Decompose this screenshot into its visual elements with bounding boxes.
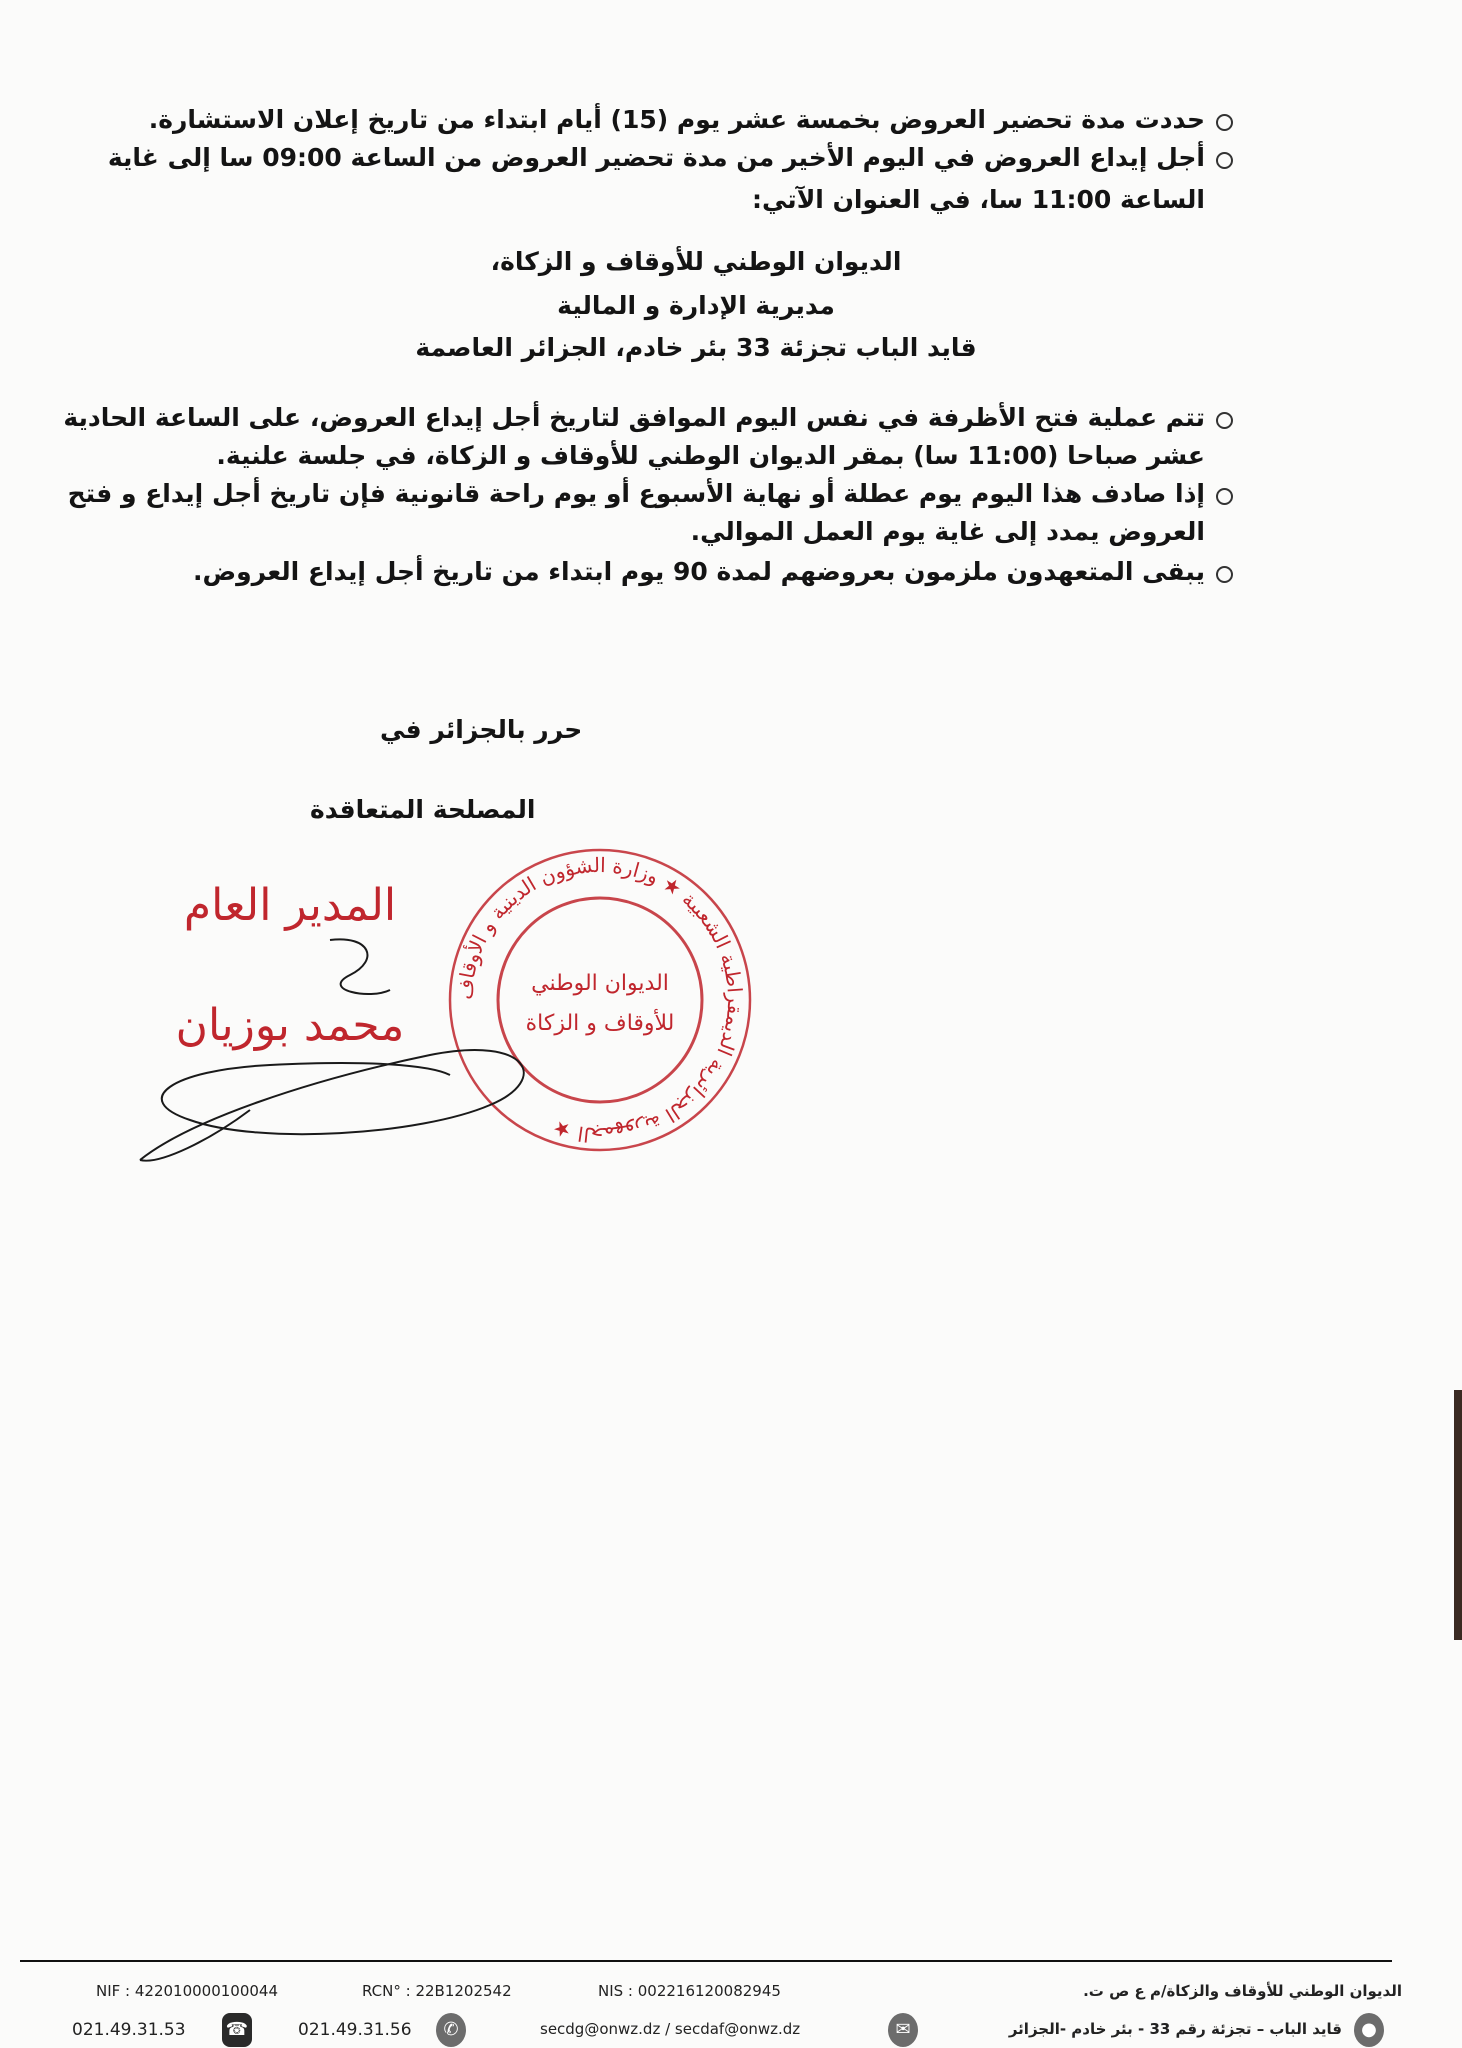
bullet-icon (1216, 114, 1233, 131)
item-1-line-1: حددت مدة تحضير العروض بخمسة عشر يوم (15) أيام ابتداء من تاريخ إعلان الاستشارة. (148, 105, 1205, 134)
footer-nis: NIS : 002216120082945 (598, 1982, 781, 2000)
item-3-line-2: عشر صباحا (11:00 سا) بمقر الديوان الوطني للأوقاف و الزكاة، في جلسة علنية. (216, 441, 1205, 470)
stamp-inner-text-2: للأوقاف و الزكاة (525, 1011, 675, 1036)
footer-nif: NIF : 422010000100044 (96, 1982, 279, 2000)
director-title-stamp: المدير العام (183, 880, 397, 931)
phone-icon: ✆ (436, 2013, 466, 2047)
envelope-icon: ✉ (888, 2013, 918, 2047)
stamp-inner-ring (498, 898, 702, 1102)
bullet-icon (1216, 412, 1233, 429)
address-line-2: مديرية الإدارة و المالية (557, 291, 835, 320)
item-2-line-1: أجل إيداع العروض في اليوم الأخير من مدة تحضير العروض من الساعة 09:00 سا إلى غاية (107, 143, 1205, 172)
director-name-stamp: محمد بوزيان (175, 1000, 405, 1051)
signature-place: حرر بالجزائر في (380, 715, 583, 744)
scan-edge-shadow (1454, 1390, 1462, 1640)
fax-icon: ☎ (222, 2013, 252, 2047)
stamp-outer-text: الجمهورية الجزائرية الديمقراطية الشعبية ★ وزارة الشؤون الدينية و الأوقاف ★ (452, 852, 748, 1148)
stamp-outer-ring (450, 850, 750, 1150)
stamp-and-signature (130, 840, 770, 1170)
bullet-icon (1216, 566, 1233, 583)
contracting-authority: المصلحة المتعاقدة (310, 795, 536, 824)
item-2-line-2: الساعة 11:00 سا، في العنوان الآتي: (752, 185, 1205, 214)
stamp-inner-text-1: الديوان الوطني (531, 971, 669, 996)
footer-email[interactable]: secdg@onwz.dz / secdaf@onwz.dz (540, 2020, 801, 2038)
footer-phone: 021.49.31.56 (298, 2020, 412, 2040)
address-line-3: قايد الباب تجزئة 33 بئر خادم، الجزائر العاصمة (415, 333, 977, 362)
footer-fax: 021.49.31.53 (72, 2020, 186, 2040)
footer-org: الديوان الوطني للأوقاف والزكاة/م ع ص ت. (1083, 1982, 1402, 2000)
footer-divider (20, 1960, 1392, 1962)
official-stamp (450, 850, 750, 1150)
bullet-icon (1216, 488, 1233, 505)
address-line-1: الديوان الوطني للأوقاف و الزكاة، (490, 247, 902, 276)
footer-rcn: RCN° : 22B1202542 (362, 1982, 512, 2000)
location-pin-icon: ● (1354, 2013, 1384, 2047)
bullet-icon (1216, 152, 1233, 169)
item-5-line-1: يبقى المتعهدون ملزمون بعروضهم لمدة 90 يوم ابتداء من تاريخ أجل إيداع العروض. (192, 557, 1205, 586)
item-4-line-1: إذا صادف هذا اليوم يوم عطلة أو نهاية الأسبوع أو يوم راحة قانونية فإن تاريخ أجل إيداع و فتح (67, 479, 1205, 508)
item-4-line-2: العروض يمدد إلى غاية يوم العمل الموالي. (690, 517, 1205, 546)
item-3-line-1: تتم عملية فتح الأظرفة في نفس اليوم الموافق لتاريخ أجل إيداع العروض، على الساعة الحادية (63, 403, 1205, 432)
footer-address: قايد الباب – تجزئة رقم 33 - بئر خادم -الجزائر (1008, 2020, 1342, 2038)
